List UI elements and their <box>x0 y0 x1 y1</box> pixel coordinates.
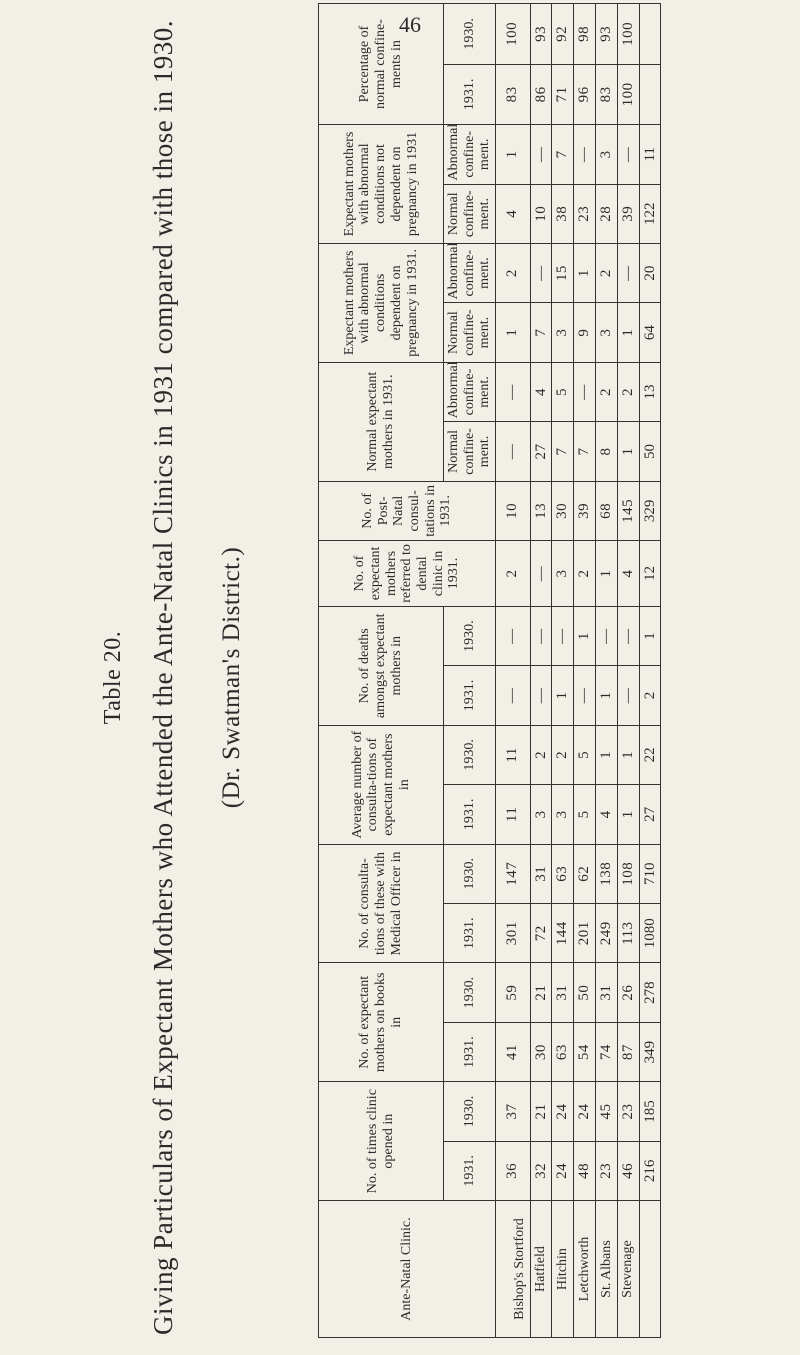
normal-confinement-label: Normal confine-ment. <box>444 422 496 481</box>
cell-pct-1931: 96 <box>574 64 596 124</box>
clinic-name: Bishop's Stortford <box>496 1201 531 1338</box>
cell-dep-a: — <box>530 243 552 302</box>
cell-books-1931: 63 <box>552 1022 574 1081</box>
col-deaths-header: No. of deaths amongst expectant mothers in <box>319 606 444 725</box>
cell-opened-1930: 45 <box>596 1082 618 1141</box>
cell-dep-a: — <box>617 243 639 302</box>
totals-row <box>639 4 661 1338</box>
cell-normal-a: 4 <box>530 362 552 421</box>
year-1930-label: 1930. <box>444 606 496 665</box>
year-1931-label: 1931. <box>444 785 496 844</box>
clinic-name: Hitchin <box>552 1201 574 1338</box>
header-row-1 <box>319 4 444 1338</box>
total-deaths-1931: 2 <box>639 666 661 725</box>
table-row <box>596 4 618 1338</box>
cell-nd-n: 10 <box>530 184 552 243</box>
cell-postnatal: 68 <box>596 481 618 540</box>
cell-avg-1931: 1 <box>617 785 639 844</box>
col-dependent-header: Expectant mothers with abnormal conditions dependent on pregnancy in 1931. <box>319 243 444 362</box>
total-postnatal: 329 <box>639 481 661 540</box>
cell-nd-n: 39 <box>617 184 639 243</box>
total-nd-n: 122 <box>639 184 661 243</box>
cell-opened-1931: 36 <box>496 1141 531 1200</box>
cell-nd-a: 7 <box>552 125 574 184</box>
total-nd-a: 11 <box>639 125 661 184</box>
cell-pct-1930: 92 <box>552 4 574 65</box>
col-dental-header: No. of expectant mothers referred to dental clinic in 1931. <box>319 541 496 607</box>
cell-books-1931: 54 <box>574 1022 596 1081</box>
cell-dental: 3 <box>552 541 574 607</box>
year-1931-label: 1931. <box>444 903 496 962</box>
cell-pct-1930: 93 <box>596 4 618 65</box>
col-normal-mothers-header: Normal expectant mothers in 1931. <box>319 362 444 481</box>
cell-dep-n: 3 <box>552 303 574 362</box>
normal-confinement-label: Normal confine-ment. <box>444 184 496 243</box>
table-row <box>574 4 596 1338</box>
total-pct-1931 <box>639 64 661 124</box>
cell-avg-1930: 11 <box>496 725 531 784</box>
cell-books-1930: 31 <box>552 963 574 1022</box>
cell-pct-1930: 100 <box>617 4 639 65</box>
col-consultations-header: No. of consulta-tions of these with Medical Officer in <box>319 844 444 963</box>
cell-cons-1931: 113 <box>617 903 639 962</box>
total-pct-1930 <box>639 4 661 65</box>
cell-normal-n: 7 <box>552 422 574 481</box>
cell-normal-n: 1 <box>617 422 639 481</box>
year-1931-label: 1931. <box>444 64 496 124</box>
total-opened-1930: 185 <box>639 1082 661 1141</box>
cell-nd-a: — <box>530 125 552 184</box>
cell-normal-n: 7 <box>574 422 596 481</box>
total-normal-a: 13 <box>639 362 661 421</box>
cell-books-1930: 31 <box>596 963 618 1022</box>
cell-nd-a: — <box>574 125 596 184</box>
cell-nd-n: 23 <box>574 184 596 243</box>
cell-cons-1930: 147 <box>496 844 531 903</box>
cell-cons-1930: 63 <box>552 844 574 903</box>
cell-books-1930: 59 <box>496 963 531 1022</box>
col-postnatal-header: No. of Post-Natal consul-tations in 1931. <box>319 481 496 540</box>
cell-avg-1930: 1 <box>596 725 618 784</box>
cell-deaths-1931: — <box>574 666 596 725</box>
cell-normal-a: — <box>496 362 531 421</box>
cell-books-1930: 26 <box>617 963 639 1022</box>
cell-dep-a: 15 <box>552 243 574 302</box>
total-avg-1930: 22 <box>639 725 661 784</box>
cell-nd-a: 1 <box>496 125 531 184</box>
cell-opened-1930: 24 <box>574 1082 596 1141</box>
year-1931-label: 1931. <box>444 1022 496 1081</box>
year-1931-label: 1931. <box>444 1141 496 1200</box>
cell-pct-1930: 93 <box>530 4 552 65</box>
cell-cons-1930: 62 <box>574 844 596 903</box>
cell-nd-n: 4 <box>496 184 531 243</box>
total-dep-n: 64 <box>639 303 661 362</box>
cell-dep-a: 2 <box>596 243 618 302</box>
cell-cons-1931: 72 <box>530 903 552 962</box>
clinic-name: St. Albans <box>596 1201 618 1338</box>
clinic-name: Stevenage <box>617 1201 639 1338</box>
col-average-header: Average number of consulta-tions of expectant mothers in <box>319 725 444 844</box>
year-1930-label: 1930. <box>444 1082 496 1141</box>
table-subtitle: (Dr. Swatman's District.) <box>218 546 245 809</box>
cell-deaths-1930: — <box>617 606 639 665</box>
total-dep-a: 20 <box>639 243 661 302</box>
clinics-table <box>318 3 661 1338</box>
cell-dental: 4 <box>617 541 639 607</box>
col-times-opened-header: No. of times clinic opened in <box>319 1082 444 1201</box>
cell-dental: 1 <box>596 541 618 607</box>
cell-avg-1930: 2 <box>530 725 552 784</box>
cell-opened-1931: 32 <box>530 1141 552 1200</box>
cell-avg-1931: 5 <box>574 785 596 844</box>
cell-deaths-1931: — <box>617 666 639 725</box>
cell-pct-1931: 71 <box>552 64 574 124</box>
col-mothers-on-books-header: No. of expectant mothers on books in <box>319 963 444 1082</box>
cell-dep-n: 1 <box>617 303 639 362</box>
total-opened-1931: 216 <box>639 1141 661 1200</box>
total-dental: 12 <box>639 541 661 607</box>
year-1930-label: 1930. <box>444 725 496 784</box>
cell-postnatal: 10 <box>496 481 531 540</box>
cell-dental: 2 <box>496 541 531 607</box>
cell-avg-1930: 2 <box>552 725 574 784</box>
cell-postnatal: 30 <box>552 481 574 540</box>
cell-opened-1931: 46 <box>617 1141 639 1200</box>
cell-dep-n: 1 <box>496 303 531 362</box>
cell-normal-n: 27 <box>530 422 552 481</box>
cell-pct-1930: 98 <box>574 4 596 65</box>
cell-deaths-1930: — <box>596 606 618 665</box>
total-avg-1931: 27 <box>639 785 661 844</box>
abnormal-confinement-label: Abnormal confine-ment. <box>444 125 496 184</box>
cell-pct-1931: 83 <box>496 64 531 124</box>
cell-books-1930: 21 <box>530 963 552 1022</box>
cell-deaths-1931: — <box>530 666 552 725</box>
cell-books-1931: 41 <box>496 1022 531 1081</box>
page-number: 46 <box>399 12 421 37</box>
cell-pct-1931: 86 <box>530 64 552 124</box>
table-label: Table 20. <box>100 630 126 725</box>
cell-nd-n: 38 <box>552 184 574 243</box>
cell-normal-n: — <box>496 422 531 481</box>
cell-deaths-1931: 1 <box>596 666 618 725</box>
cell-opened-1930: 37 <box>496 1082 531 1141</box>
total-normal-n: 50 <box>639 422 661 481</box>
cell-pct-1931: 83 <box>596 64 618 124</box>
cell-dep-a: 2 <box>496 243 531 302</box>
total-books-1930: 278 <box>639 963 661 1022</box>
cell-avg-1931: 3 <box>530 785 552 844</box>
cell-postnatal: 145 <box>617 481 639 540</box>
cell-avg-1930: 1 <box>617 725 639 784</box>
header-row-2 <box>444 4 496 1338</box>
table-row <box>617 4 639 1338</box>
col-clinic-header: Ante-Natal Clinic. <box>319 1201 496 1338</box>
cell-deaths-1930: — <box>496 606 531 665</box>
year-1930-label: 1930. <box>444 844 496 903</box>
cell-opened-1931: 23 <box>596 1141 618 1200</box>
cell-deaths-1930: 1 <box>574 606 596 665</box>
cell-avg-1931: 11 <box>496 785 531 844</box>
cell-dep-n: 9 <box>574 303 596 362</box>
cell-dental: 2 <box>574 541 596 607</box>
table-row <box>530 4 552 1338</box>
cell-opened-1930: 23 <box>617 1082 639 1141</box>
totals-label-cell <box>639 1201 661 1338</box>
cell-nd-a: — <box>617 125 639 184</box>
year-1931-label: 1931. <box>444 666 496 725</box>
cell-avg-1931: 3 <box>552 785 574 844</box>
cell-opened-1931: 48 <box>574 1141 596 1200</box>
cell-opened-1930: 24 <box>552 1082 574 1141</box>
total-cons-1930: 710 <box>639 844 661 903</box>
table-title: Giving Particulars of Expectant Mothers who Attended the Ante-Natal Clinics in 1931 compared with those in 1930. <box>148 20 178 1336</box>
clinic-name: Hatfield <box>530 1201 552 1338</box>
cell-dep-n: 7 <box>530 303 552 362</box>
year-1930-label: 1930. <box>444 963 496 1022</box>
cell-cons-1930: 138 <box>596 844 618 903</box>
cell-opened-1931: 24 <box>552 1141 574 1200</box>
cell-postnatal: 39 <box>574 481 596 540</box>
cell-deaths-1931: — <box>496 666 531 725</box>
cell-nd-a: 3 <box>596 125 618 184</box>
cell-cons-1931: 249 <box>596 903 618 962</box>
total-cons-1931: 1080 <box>639 903 661 962</box>
cell-books-1931: 30 <box>530 1022 552 1081</box>
cell-normal-a: — <box>574 362 596 421</box>
cell-cons-1931: 144 <box>552 903 574 962</box>
col-not-dependent-header: Expectant mothers with abnormal conditions not dependent on pregnancy in 1931 <box>319 125 444 244</box>
cell-normal-a: 2 <box>617 362 639 421</box>
cell-dep-n: 3 <box>596 303 618 362</box>
cell-postnatal: 13 <box>530 481 552 540</box>
cell-deaths-1931: 1 <box>552 666 574 725</box>
cell-pct-1931: 100 <box>617 64 639 124</box>
cell-avg-1931: 4 <box>596 785 618 844</box>
cell-books-1931: 87 <box>617 1022 639 1081</box>
cell-books-1931: 74 <box>596 1022 618 1081</box>
cell-normal-a: 2 <box>596 362 618 421</box>
table-row <box>552 4 574 1338</box>
col-percentage-header: Percentage of normal confine-ments in <box>319 4 444 125</box>
cell-nd-n: 28 <box>596 184 618 243</box>
cell-dental: — <box>530 541 552 607</box>
cell-deaths-1930: — <box>552 606 574 665</box>
cell-deaths-1930: — <box>530 606 552 665</box>
cell-cons-1930: 108 <box>617 844 639 903</box>
normal-confinement-label: Normal confine-ment. <box>444 303 496 362</box>
cell-cons-1931: 301 <box>496 903 531 962</box>
cell-cons-1931: 201 <box>574 903 596 962</box>
cell-avg-1930: 5 <box>574 725 596 784</box>
total-books-1931: 349 <box>639 1022 661 1081</box>
total-deaths-1930: 1 <box>639 606 661 665</box>
cell-books-1930: 50 <box>574 963 596 1022</box>
abnormal-confinement-label: Abnormal confine-ment. <box>444 362 496 421</box>
cell-dep-a: 1 <box>574 243 596 302</box>
clinic-name: Letchworth <box>574 1201 596 1338</box>
cell-normal-n: 8 <box>596 422 618 481</box>
table-row <box>496 4 531 1338</box>
cell-pct-1930: 100 <box>496 4 531 65</box>
year-1930-label: 1930. <box>444 4 496 65</box>
cell-normal-a: 5 <box>552 362 574 421</box>
abnormal-confinement-label: Abnormal confine-ment. <box>444 243 496 302</box>
cell-opened-1930: 21 <box>530 1082 552 1141</box>
cell-cons-1930: 31 <box>530 844 552 903</box>
table-body <box>496 4 661 1338</box>
